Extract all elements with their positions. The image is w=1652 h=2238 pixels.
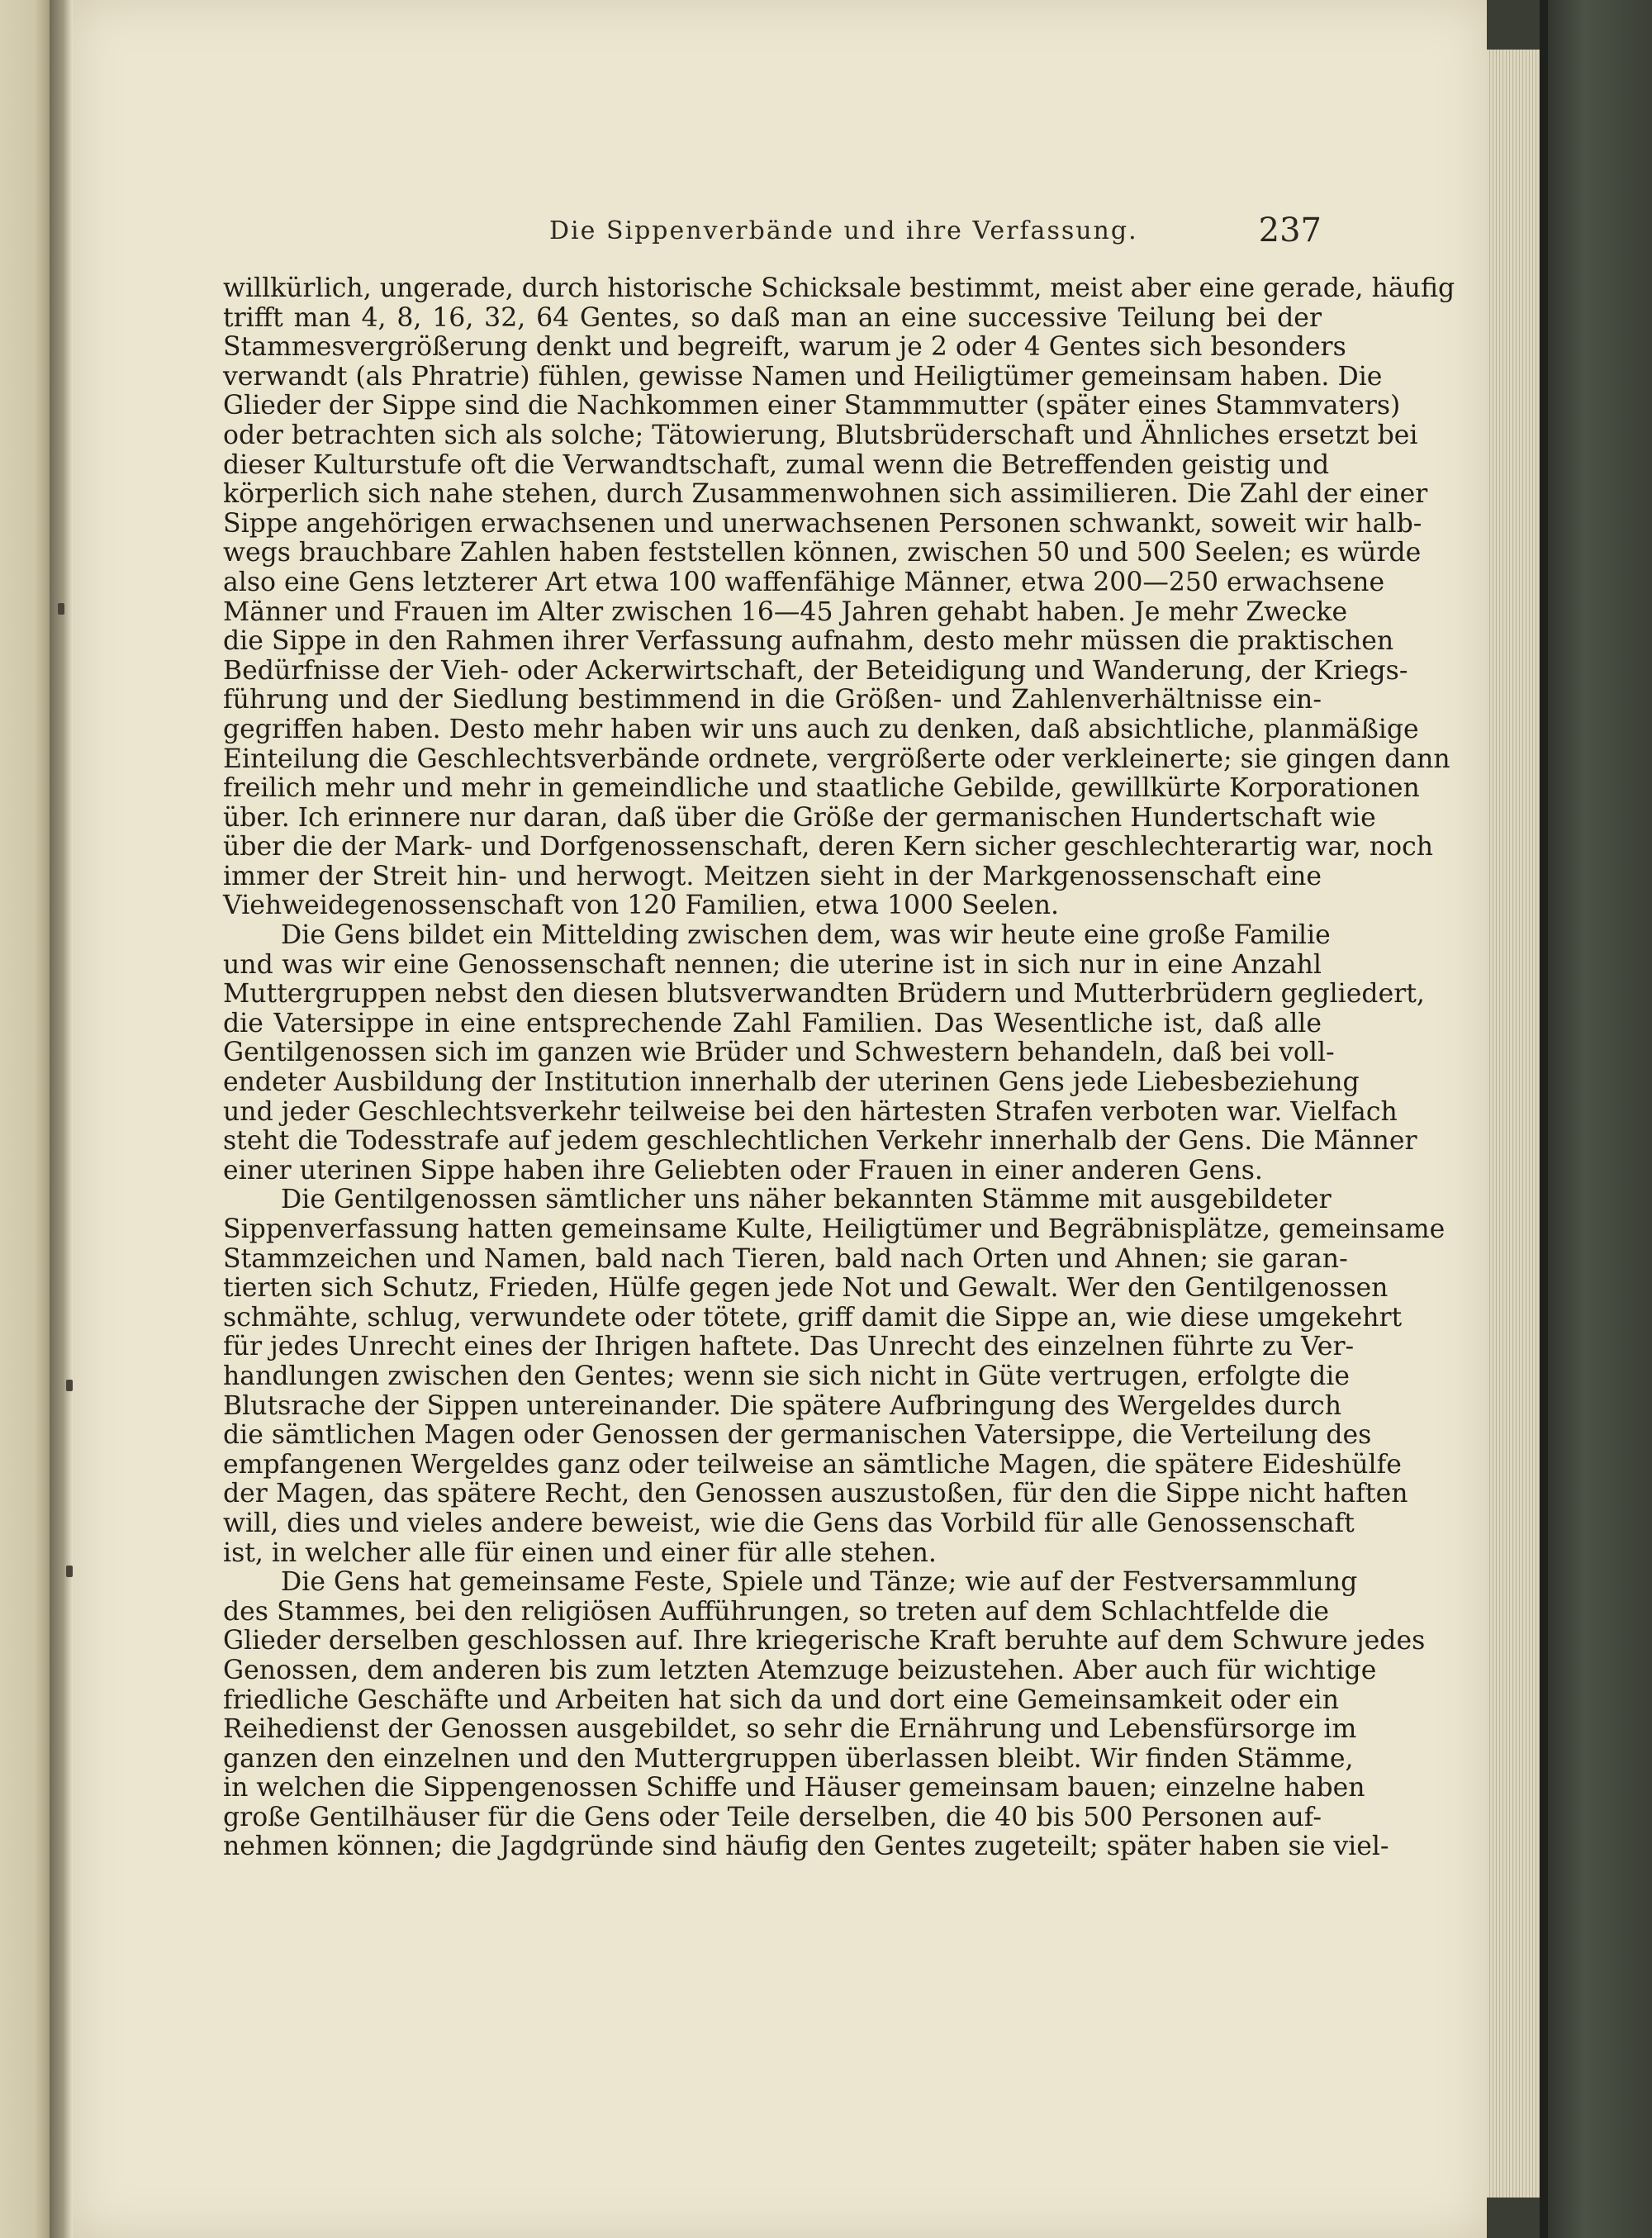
text-line: also eine Gens letzterer Art etwa 100 waffenfähige Männer, etwa 200—250 erwachsene — [223, 567, 1385, 597]
text-line: Einteilung die Geschlechtsverbände ordnete, vergrößerte oder verkleinerte; sie gingen dann — [223, 744, 1450, 774]
text-line: die Sippe in den Rahmen ihrer Verfassung aufnahm, desto mehr müssen die praktischen — [223, 626, 1394, 657]
page-header — [223, 211, 1322, 258]
text-line: Männer und Frauen im Alter zwischen 16—45 Jahren gehabt haben. Je mehr Zwecke — [223, 596, 1348, 627]
text-line: Die Gens hat gemeinsame Feste, Spiele und Tänze; wie auf der Festversammlung — [281, 1567, 1358, 1598]
text-line: über. Ich erinnere nur daran, daß über die Größe der germanischen Hundertschaft wie — [223, 802, 1376, 833]
text-line: die Vatersippe in eine entsprechende Zahl Familien. Das Wesentliche ist, daß alle — [223, 1008, 1322, 1038]
text-line: will, dies und vieles andere beweist, wie die Gens das Vorbild für alle Genossenschaft — [223, 1508, 1355, 1538]
text-line: körperlich sich nahe stehen, durch Zusammenwohnen sich assimilieren. Die Zahl der einer — [223, 479, 1428, 510]
text-line: trifft man 4, 8, 16, 32, 64 Gentes, so daß man an eine successive Teilung bei der — [223, 302, 1322, 333]
text-line: Gentilgenossen sich im ganzen wie Brüder und Schwestern behandeln, daß bei voll- — [223, 1038, 1335, 1068]
text-line: Muttergruppen nebst den diesen blutsverwandten Brüdern und Mutterbrüdern gegliedert, — [223, 979, 1425, 1010]
text-line: führung und der Siedlung bestimmend in die Größen- und Zahlenverhältnisse ein- — [223, 685, 1322, 715]
text-line: die sämtlichen Magen oder Genossen der germanischen Vatersippe, die Verteilung des — [223, 1420, 1372, 1451]
text-line: freilich mehr und mehr in gemeindliche und staatliche Gebilde, gewillkürte Korporationen — [223, 773, 1420, 804]
text-line: einer uterinen Sippe haben ihre Geliebten oder Frauen in einer anderen Gens. — [223, 1155, 1263, 1186]
text-line: schmähte, schlug, verwundete oder tötete, griff damit die Sippe an, wie diese umgekehrt — [223, 1302, 1403, 1333]
text-line: Die Gens bildet ein Mittelding zwischen dem, was wir heute eine große Familie — [281, 920, 1331, 951]
margin-mark — [66, 1380, 73, 1391]
text-line: Genossen, dem anderen bis zum letzten Atemzuge beizustehen. Aber auch für wichtige — [223, 1655, 1377, 1685]
text-line: willkürlich, ungerade, durch historische Schicksale bestimmt, meist aber eine gerade, häufig — [223, 273, 1455, 303]
book-cover — [1540, 0, 1652, 2238]
body-text — [223, 273, 1455, 1862]
text-line: Blutsrache der Sippen untereinander. Die spätere Aufbringung des Wergeldes durch — [223, 1390, 1342, 1421]
text-line: Bedürfnisse der Vieh- oder Ackerwirtschaft, der Beteidigung und Wanderung, der Kriegs- — [223, 655, 1408, 686]
page-number: 237 — [1258, 211, 1322, 249]
text-line: dieser Kulturstufe oft die Verwandtschaft, zumal wenn die Betreffenden geistig und — [223, 449, 1330, 480]
text-line: verwandt (als Phratrie) fühlen, gewisse Namen und Heiligtümer gemeinsam haben. Die — [223, 361, 1383, 392]
text-line: friedliche Geschäfte und Arbeiten hat sich da und dort eine Gemeinsamkeit oder ein — [223, 1684, 1339, 1715]
text-line: Reihedienst der Genossen ausgebildet, so sehr die Ernährung und Lebensfürsorge im — [223, 1714, 1357, 1745]
text-line: ist, in welcher alle für einen und einer für alle stehen. — [223, 1537, 937, 1568]
text-line: ganzen den einzelnen und den Muttergruppen überlassen bleibt. Wir finden Stämme, — [223, 1743, 1354, 1774]
facing-page-edge — [0, 0, 50, 2238]
text-line: Sippe angehörigen erwachsenen und unerwachsenen Personen schwankt, soweit wir halb- — [223, 508, 1422, 539]
page-stack-edges — [1487, 50, 1540, 2198]
cover-edge — [1540, 0, 1548, 2238]
text-line: des Stammes, bei den religiösen Aufführungen, so treten auf dem Schlachtfelde die — [223, 1596, 1330, 1627]
text-line: endeter Ausbildung der Institution innerhalb der uterinen Gens jede Liebesbeziehung — [223, 1067, 1360, 1098]
text-line: steht die Todesstrafe auf jedem geschlechtlichen Verkehr innerhalb der Gens. Die Männer — [223, 1126, 1417, 1157]
text-line: und was wir eine Genossenschaft nennen; die uterine ist in sich nur in eine Anzahl — [223, 949, 1322, 980]
text-line: handlungen zwischen den Gentes; wenn sie sich nicht in Güte vertrugen, erfolgte die — [223, 1361, 1350, 1391]
text-line: Sippenverfassung hatten gemeinsame Kulte, Heiligtümer und Begräbnisplätze, gemeinsame — [223, 1214, 1446, 1244]
text-line: Glieder der Sippe sind die Nachkommen einer Stammmutter (später eines Stammvaters) — [223, 391, 1401, 421]
text-line: und jeder Geschlechtsverkehr teilweise bei den härtesten Strafen verboten war. Vielfach — [223, 1096, 1398, 1127]
text-line: gegriffen haben. Desto mehr haben wir uns auch zu denken, daß absichtliche, planmäßige — [223, 714, 1419, 744]
text-line: oder betrachten sich als solche; Tätowierung, Blutsbrüderschaft und Ähnliches ersetzt bei — [223, 420, 1418, 450]
text-line: empfangenen Wergeldes ganz oder teilweise an sämtliche Magen, die spätere Eideshülfe — [223, 1449, 1402, 1480]
text-line: große Gentilhäuser für die Gens oder Teile derselben, die 40 bis 500 Personen auf- — [223, 1802, 1322, 1832]
text-line: wegs brauchbare Zahlen haben feststellen können, zwischen 50 und 500 Seelen; es würde — [223, 538, 1422, 568]
text-line: tierten sich Schutz, Frieden, Hülfe gegen jede Not und Gewalt. Wer den Gentilgenossen — [223, 1273, 1389, 1304]
text-line: in welchen die Sippengenossen Schiffe und Häuser gemeinsam bauen; einzelne haben — [223, 1773, 1365, 1803]
text-line: der Magen, das spätere Recht, den Genossen auszustoßen, für den die Sippe nicht haften — [223, 1479, 1408, 1509]
text-line: Stammzeichen und Namen, bald nach Tieren, bald nach Orten und Ahnen; sie garan- — [223, 1243, 1348, 1274]
text-line: Stammesvergrößerung denkt und begreift, warum je 2 oder 4 Gentes sich besonders — [223, 332, 1346, 363]
text-line: Die Gentilgenossen sämtlicher uns näher bekannten Stämme mit ausgebildeter — [281, 1185, 1332, 1215]
text-line: über die der Mark- und Dorfgenossenschaft, deren Kern sicher geschlechterartig war, noch — [223, 832, 1434, 862]
text-line: für jedes Unrecht eines der Ihrigen haftete. Das Unrecht des einzelnen führte zu Ver- — [223, 1332, 1355, 1362]
book-gutter — [50, 0, 73, 2238]
running-title: Die Sippenverbände und ihre Verfassung. — [549, 216, 1138, 245]
margin-mark — [66, 1566, 73, 1577]
text-line: immer der Streit hin- und herwogt. Meitzen sieht in der Markgenossenschaft eine — [223, 861, 1322, 891]
text-line: Glieder derselben geschlossen auf. Ihre kriegerische Kraft beruhte auf dem Schwure jedes — [223, 1626, 1426, 1656]
text-line: Viehweidegenossenschaft von 120 Familien, etwa 1000 Seelen. — [223, 891, 1060, 921]
text-line: nehmen können; die Jagdgründe sind häufig den Gentes zugeteilt; später haben sie viel- — [223, 1832, 1389, 1862]
margin-mark — [58, 603, 64, 615]
